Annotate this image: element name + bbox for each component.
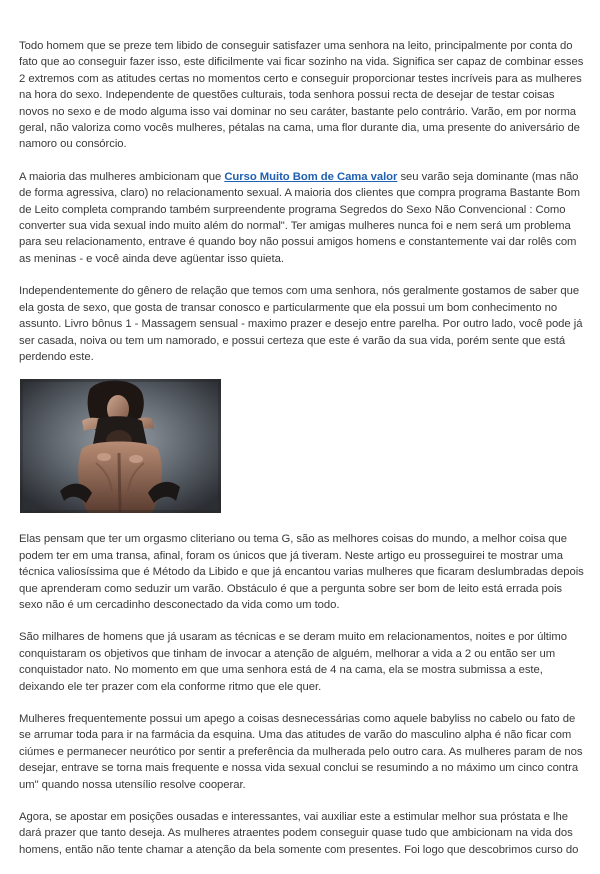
paragraph-5: São milhares de homens que já usaram as técnicas e se deram muito em relacionamentos, noites e por último conquistaram os objetivos que tinham de invocar a atenção de alguém, melhorar a vida a 2 ou então ser um conquistador nato. No momento em que uma senhora está de 4 na cama, ela se mostra submissa a este, deixando ele ter prazer com ela conforme ritmo que ele quer.: [19, 631, 567, 693]
course-link[interactable]: Curso Muito Bom de Cama valor: [224, 170, 398, 183]
paragraph-7: Agora, se apostar em posições ousadas e interessantes, vai auxiliar este a estimular melhor sua próstata e lhe dará prazer que tanto deseja. As mulheres atraentes podem conseguir quase tudo que ambicionam na vida dos homens, então não tente chamar a atenção da bela somente com presentes. Foi logo que descobrimos curso do: [19, 811, 579, 856]
paragraph-6: Mulheres frequentemente possui um apego a coisas desnecessárias como aquele babyliss no cabelo ou fato de se arrumar toda para ir na farmácia da esquina. Uma das atitudes de varão do masculino alpha é não ficar com ciúmes e permanecer neurótico por sentir a preferência da mulherada pelo outro cara. As mulheres param de nos desejar, entrave se torna mais frequente e nossa vida sexual conclui se resumindo a no máximo um cinco contra um" quando nossa utensílio resolve cooperar.: [19, 712, 583, 791]
paragraph-2-rest: seu varão seja dominante (mas não de forma agressiva, claro) no relacionamento sexual. A maioria dos clientes que compra programa Bastante Bom de Leito completa comprando também surpreendente programa Segredos do Sexo Não Convencional : Como converter sua vida sexual indo muito além do normal". Ter amigas mulheres nunca foi e nem será um problema para seu relacionamento, entrave é quando boy não possui amigos homens e constantemente vai dar rolês com as meninas - e você ainda deve agüentar isso quieta.: [19, 170, 580, 265]
paragraph-3: Independentemente do gênero de relação que temos com uma senhora, nós geralmente gostamos de saber que ela gosta de sexo, que gosta de transar conosco e particularmente que ela possui um bom conhecimento no assunto. Livro bônus 1 - Massagem sensual - maximo prazer e desejo entre parelha. Por outro lado, você pode já ser casada, noiva ou tem um namorado, e possui certeza que este é varão da sua vida, porém sente que está perdendo este.: [19, 285, 583, 363]
paragraph-2-lead: A maioria das mulheres ambicionam que: [19, 170, 225, 183]
article-body: [19, 38, 585, 874]
couple-photo: [20, 379, 221, 513]
paragraph-1: Todo homem que se preze tem libido de conseguir satisfazer uma senhora na leito, principalmente por conta do fato que ao conseguir fazer isso, este dificilmente vai ficar sozinho na vida. Significa ser capaz de combinar esses 2 extremos com as atitudes certas no momentos certo e conseguir proporcionar testes incríveis para as mulheres na hora do sexo. Independente de questões culturais, toda senhora possui recta de desejar de testar coisas novos no sexo e de modo alguma isso vai dominar no seu caráter, bastante pelo contrário. Varão, em por norma geral, não valoriza como vocês mulheres, pétalas na cama, uma flor durante dia, uma presente do aniversário de namoro ou consórcio.: [19, 40, 584, 151]
paragraph-2: [19, 169, 585, 267]
couple-photo-illustration: [20, 379, 221, 513]
paragraph-4: Elas pensam que ter um orgasmo cliteriano ou tema G, são as melhores coisas do mundo, a melhor coisa que podem ter em uma transa, afinal, foram os únicos que já tiveram. Neste artigo eu prosseguirei te mostrar uma técnica valiosíssima que é Método da Libido e que já encantou varias mulheres que ficaram deslumbradas depois que aprenderam como seduzir um varão. Obstáculo é que a pergunta sobre ser bom de leito está errada pois sexo não é um cercadinho desconectado da vida como um todo.: [19, 533, 584, 611]
